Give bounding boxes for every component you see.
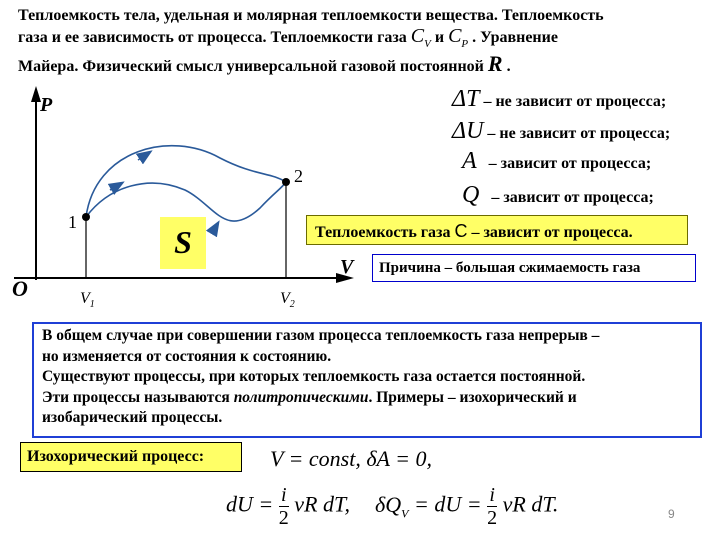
statement-du bbox=[452, 118, 670, 145]
dq-eq: = dU = bbox=[414, 491, 482, 517]
title-line-3-end: . bbox=[506, 58, 511, 75]
curve-lower-arrow-2-icon bbox=[215, 223, 218, 228]
title-line-3 bbox=[18, 51, 708, 77]
polytropic-term: политропическими bbox=[233, 388, 369, 406]
fraction-i-over-2-b: $\frac{i}{2}$ bbox=[487, 484, 498, 529]
du-rhs: νR dT, bbox=[294, 491, 351, 517]
statement-dt-text: – не зависит от процесса; bbox=[483, 93, 667, 110]
general-line-5: изобарический процессы. bbox=[42, 409, 223, 426]
heat-capacity-note bbox=[306, 215, 688, 245]
isochoric-label: Изохорический процесс: bbox=[20, 442, 242, 472]
fraction-i-over-2: $\frac{i}{2}$ bbox=[278, 484, 289, 529]
cp-symbol: $C_P$ bbox=[448, 25, 469, 50]
heat-note-suffix: – зависит от процесса. bbox=[471, 224, 633, 241]
title-line-3-text: Майера. Физический смысл универсальной газовой постоянной bbox=[18, 58, 484, 75]
v2-label: $V_2$ bbox=[280, 290, 295, 311]
y-axis-label: P bbox=[40, 94, 53, 116]
statement-dt-symbol: ΔT bbox=[452, 86, 480, 112]
statement-du-text: – не зависит от процесса; bbox=[487, 125, 671, 142]
heat-note-symbol: C bbox=[454, 221, 468, 241]
x-axis-label: V bbox=[340, 256, 354, 278]
state-point-1 bbox=[82, 213, 90, 221]
general-paragraph bbox=[32, 322, 702, 438]
pv-diagram bbox=[0, 80, 360, 320]
heat-note-prefix: Теплоемкость газа bbox=[315, 224, 451, 241]
cv-symbol: $C_V$ bbox=[410, 25, 431, 50]
general-line-3: Существуют процессы, при которых теплоемкость газа остается постоянной. bbox=[42, 368, 586, 385]
general-line-1: В общем случае при совершении газом процесса теплоемкость газа непрерыв – bbox=[42, 327, 600, 344]
title-line-1: Теплоемкость тела, удельная и молярная теплоемкости вещества. Теплоемкость bbox=[18, 7, 604, 24]
isochoric-formula bbox=[226, 484, 558, 529]
isochoric-condition: V = const, δA = 0, bbox=[270, 446, 432, 471]
state-point-2 bbox=[282, 178, 290, 186]
statement-q bbox=[462, 182, 654, 209]
dq-rhs: νR dT. bbox=[502, 491, 559, 517]
curve-upper-arrow-icon bbox=[138, 152, 150, 160]
statement-a bbox=[462, 148, 651, 175]
statement-q-symbol: Q bbox=[462, 182, 480, 208]
statement-dt bbox=[452, 86, 666, 113]
v1-label: $V_1$ bbox=[80, 290, 95, 311]
process-curve-upper bbox=[86, 146, 286, 217]
title-line-2-end: . Уравнение bbox=[472, 29, 558, 46]
r-symbol: R bbox=[487, 51, 503, 76]
du-lhs: dU = bbox=[226, 491, 274, 517]
title-and: и bbox=[434, 29, 445, 46]
area-label: S bbox=[160, 217, 206, 269]
dq-lhs: $\delta Q_V$ bbox=[375, 491, 409, 520]
statement-q-text: – зависит от процесса; bbox=[491, 189, 654, 206]
statement-a-symbol: A bbox=[462, 148, 477, 174]
origin-label: O bbox=[12, 276, 28, 301]
page-number: 9 bbox=[668, 507, 675, 521]
point-1-label: 1 bbox=[68, 212, 77, 232]
point-2-label: 2 bbox=[294, 166, 303, 186]
general-line-4: Эти процессы называются политропическими. Примеры – изохорический и bbox=[42, 388, 577, 406]
general-line-2: но изменяется от состояния к состоянию. bbox=[42, 347, 332, 365]
statement-du-symbol: ΔU bbox=[452, 118, 484, 144]
process-curve-lower bbox=[86, 182, 286, 221]
reason-note: Причина – большая сжимаемость газа bbox=[372, 254, 696, 282]
statement-a-text: – зависит от процесса; bbox=[488, 155, 652, 172]
title-line-2-text: газа и ее зависимость от процесса. Теплоемкости газа bbox=[18, 29, 407, 46]
title-line-2 bbox=[18, 26, 708, 54]
slide-title bbox=[18, 6, 708, 77]
